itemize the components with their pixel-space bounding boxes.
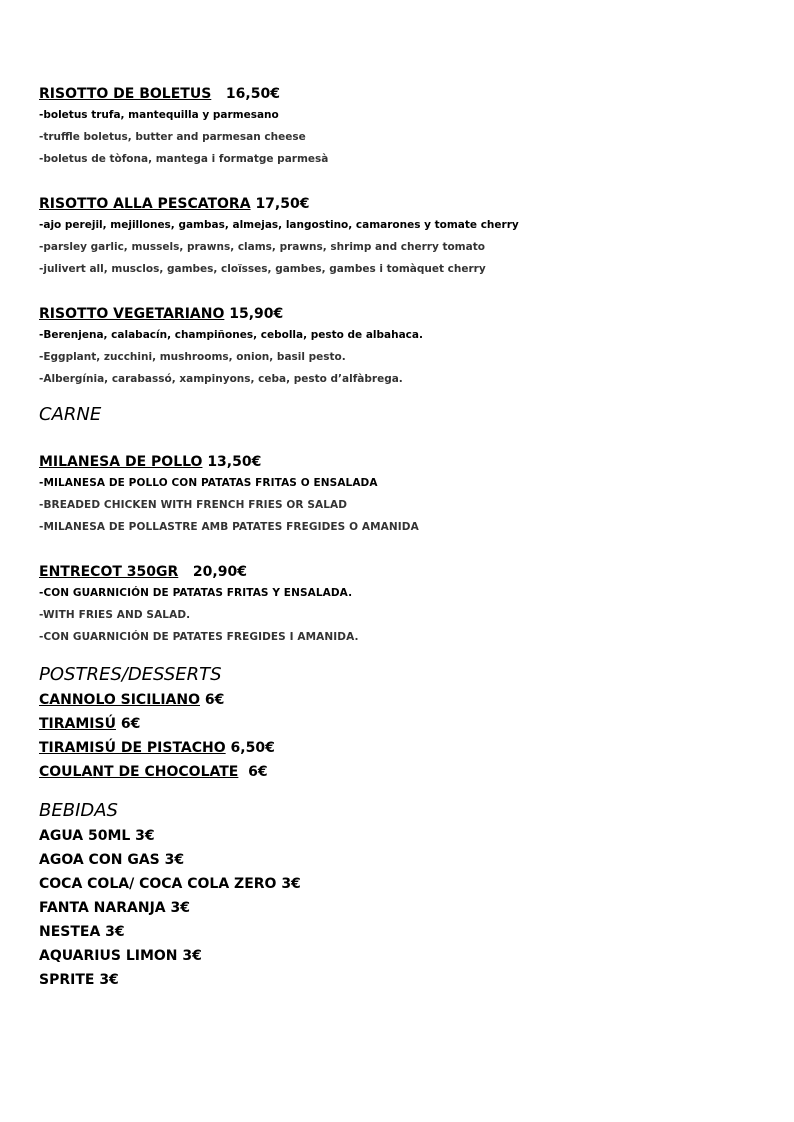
dish-price: 16,50€ xyxy=(225,86,280,102)
dish-price: 15,90€ xyxy=(229,306,284,322)
drink-item: AGUA 50ML 3€ xyxy=(39,828,155,844)
dessert-price: 6,50€ xyxy=(230,740,275,756)
dessert-name: TIRAMISÚ xyxy=(39,716,116,732)
dish-description: -CON GUARNICIÓN DE PATATES FREGIDES I AMANIDA. xyxy=(39,631,359,643)
dish-price: 17,50€ xyxy=(255,196,310,212)
dish-name: RISOTTO VEGETARIANO xyxy=(39,306,225,322)
drink-item: AQUARIUS LIMON 3€ xyxy=(39,948,202,964)
drink-item: SPRITE 3€ xyxy=(39,972,119,988)
dish-title xyxy=(39,304,759,324)
dessert-name: COULANT DE CHOCOLATE xyxy=(39,764,239,780)
dish-name: MILANESA DE POLLO xyxy=(39,454,203,470)
dessert-name: CANNOLO SICILIANO xyxy=(39,692,200,708)
menu-page xyxy=(39,84,759,992)
dish-title xyxy=(39,194,759,214)
dish-description: -ajo perejil, mejillones, gambas, almejas, langostino, camarones y tomate cherry xyxy=(39,219,519,231)
dish-description: -Albergínia, carabassó, xampinyons, ceba, pesto d’alfàbrega. xyxy=(39,373,403,385)
drink-item: FANTA NARANJA 3€ xyxy=(39,900,190,916)
dish-description: -MILANESA DE POLLASTRE AMB PATATES FREGIDES O AMANIDA xyxy=(39,521,419,533)
dish-description: -boletus de tòfona, mantega i formatge parmesà xyxy=(39,153,329,165)
dish-description: -WITH FRIES AND SALAD. xyxy=(39,609,191,621)
dish-description: -boletus trufa, mantequilla y parmesano xyxy=(39,109,279,121)
dish-title xyxy=(39,562,759,582)
dish-description: -parsley garlic, mussels, prawns, clams, prawns, shrimp and cherry tomato xyxy=(39,241,485,253)
section-heading-carne: CARNE xyxy=(39,404,102,425)
dish-name: RISOTTO DE BOLETUS xyxy=(39,86,212,102)
dish-price: 13,50€ xyxy=(207,454,262,470)
dish-description: -MILANESA DE POLLO CON PATATAS FRITAS O ENSALADA xyxy=(39,477,378,489)
dish-name: RISOTTO ALLA PESCATORA xyxy=(39,196,251,212)
dish-description: -BREADED CHICKEN WITH FRENCH FRIES OR SALAD xyxy=(39,499,348,511)
dessert-item xyxy=(39,760,759,784)
drink-item: COCA COLA/ COCA COLA ZERO 3€ xyxy=(39,876,301,892)
dish-name: ENTRECOT 350GR xyxy=(39,564,179,580)
dish-title xyxy=(39,452,759,472)
drink-item: NESTEA 3€ xyxy=(39,924,125,940)
dish-price: 20,90€ xyxy=(192,564,247,580)
section-heading-bebidas: BEBIDAS xyxy=(39,800,118,821)
dessert-price: 6€ xyxy=(204,692,225,708)
dessert-item xyxy=(39,712,759,736)
dish-title xyxy=(39,84,759,104)
dish-description: -julivert all, musclos, gambes, cloïsses, gambes, gambes i tomàquet cherry xyxy=(39,263,486,275)
drink-item: AGOA CON GAS 3€ xyxy=(39,852,185,868)
dessert-item xyxy=(39,688,759,712)
section-heading-postres: POSTRES/DESSERTS xyxy=(39,664,222,685)
dish-description: -Berenjena, calabacín, champiñones, cebolla, pesto de albahaca. xyxy=(39,329,423,341)
dish-description: -truffle boletus, butter and parmesan cheese xyxy=(39,131,306,143)
dessert-item xyxy=(39,736,759,760)
dish-description: -CON GUARNICIÓN DE PATATAS FRITAS Y ENSALADA. xyxy=(39,587,353,599)
dish-description: -Eggplant, zucchini, mushrooms, onion, basil pesto. xyxy=(39,351,346,363)
dessert-name: TIRAMISÚ DE PISTACHO xyxy=(39,740,226,756)
dessert-price: 6€ xyxy=(248,764,268,780)
dessert-price: 6€ xyxy=(120,716,141,732)
